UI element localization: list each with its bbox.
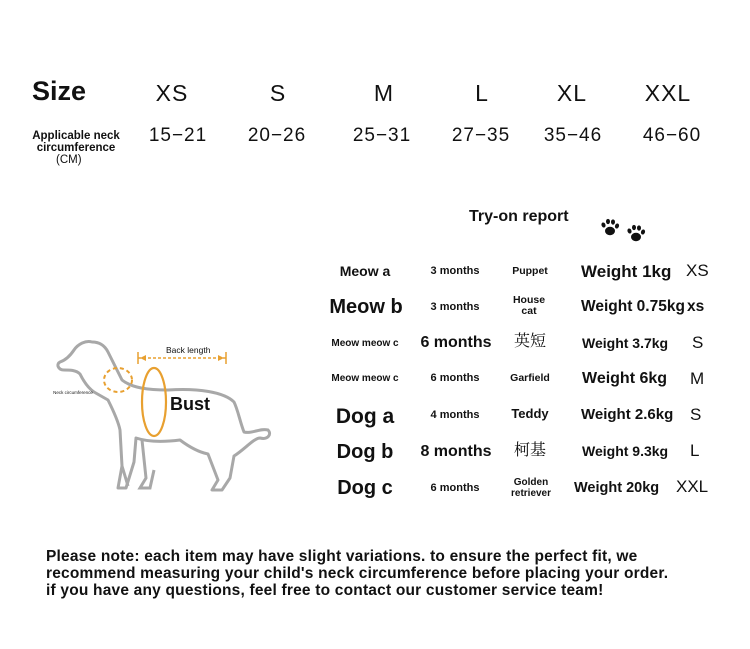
- tryon-row-name: Dog c: [337, 477, 393, 499]
- note-line: Please note: each item may have slight variations. to ensure the perfect fit, we: [46, 548, 638, 565]
- tryon-row-breed: Teddy: [511, 406, 549, 421]
- range-xs: 15−21: [148, 125, 208, 146]
- size-s: S: [269, 80, 287, 106]
- tryon-row-weight: Weight 2.6kg: [581, 406, 674, 423]
- tryon-row-breed: Puppet: [512, 265, 548, 277]
- note-line: recommend measuring your child's neck circumference before placing your order.: [46, 565, 669, 582]
- tryon-row-weight: Weight 6kg: [582, 370, 668, 387]
- size-xl: XL: [556, 80, 588, 106]
- dog-measurement-diagram: [48, 330, 278, 510]
- back-length-label: Back length: [166, 345, 211, 355]
- tryon-row-breed: House cat: [512, 294, 546, 317]
- bust-label: Bust: [170, 394, 210, 414]
- tryon-title: Try-on report: [469, 208, 569, 225]
- tryon-row-weight: Weight 20kg: [574, 480, 660, 496]
- tryon-row-weight: Weight 1kg: [581, 262, 672, 281]
- tryon-row-age: 8 months: [420, 443, 492, 460]
- tryon-row-age: 6 months: [430, 482, 480, 494]
- neck-circumference-diagram-label: Neck circumference: [53, 390, 93, 395]
- tryon-row-size: S: [690, 405, 702, 424]
- tryon-row-name: Meow meow c: [331, 338, 399, 349]
- tryon-row-age: 6 months: [420, 334, 492, 351]
- tryon-row-name: Meow meow c: [331, 373, 399, 384]
- paw-prints-icon: [598, 214, 652, 244]
- tryon-row-size: XS: [686, 261, 709, 280]
- size-l: L: [475, 80, 489, 106]
- tryon-row-name: Meow a: [339, 263, 391, 279]
- tryon-row-name: Dog a: [335, 405, 395, 428]
- tryon-row-breed: 柯基: [513, 442, 546, 459]
- tryon-row-breed: Garfield: [510, 372, 550, 384]
- note-line: if you have any questions, feel free to contact our customer service team!: [46, 582, 604, 599]
- size-xxl: XXL: [644, 80, 692, 106]
- tryon-row-weight: Weight 9.3kg: [582, 443, 669, 459]
- tryon-row-age: 3 months: [430, 265, 480, 277]
- tryon-row-weight: Weight 0.75kg: [581, 298, 685, 315]
- range-m: 25−31: [352, 125, 412, 146]
- tryon-row-size: M: [690, 369, 705, 388]
- range-xl: 35−46: [543, 125, 603, 146]
- tryon-row-size: S: [692, 333, 704, 352]
- neck-unit: (CM): [56, 154, 82, 166]
- range-xxl: 46−60: [642, 125, 702, 146]
- tryon-row-weight: Weight 3.7kg: [582, 335, 669, 351]
- tryon-row-breed: Golden retriever: [510, 477, 552, 499]
- tryon-row-age: 6 months: [430, 372, 480, 384]
- tryon-row-age: 3 months: [430, 301, 480, 313]
- tryon-row-size: xs: [687, 298, 705, 315]
- tryon-row-breed: 英短: [513, 333, 546, 350]
- tryon-row-age: 4 months: [430, 409, 480, 421]
- tryon-row-name: Dog b: [336, 441, 394, 463]
- tryon-row-size: XXL: [676, 477, 709, 496]
- range-l: 27−35: [451, 125, 511, 146]
- size-title: Size: [32, 76, 87, 106]
- note-text: [46, 548, 668, 599]
- dog-silhouette-icon: [48, 330, 278, 510]
- size-m: M: [373, 80, 395, 106]
- range-s: 20−26: [247, 125, 307, 146]
- tryon-row-name: Meow b: [329, 296, 403, 318]
- tryon-row-size: L: [690, 441, 700, 460]
- neck-circumference-label: [24, 130, 128, 166]
- size-xs: XS: [155, 80, 189, 106]
- neck-label-text: Applicable neck circumference: [32, 130, 120, 154]
